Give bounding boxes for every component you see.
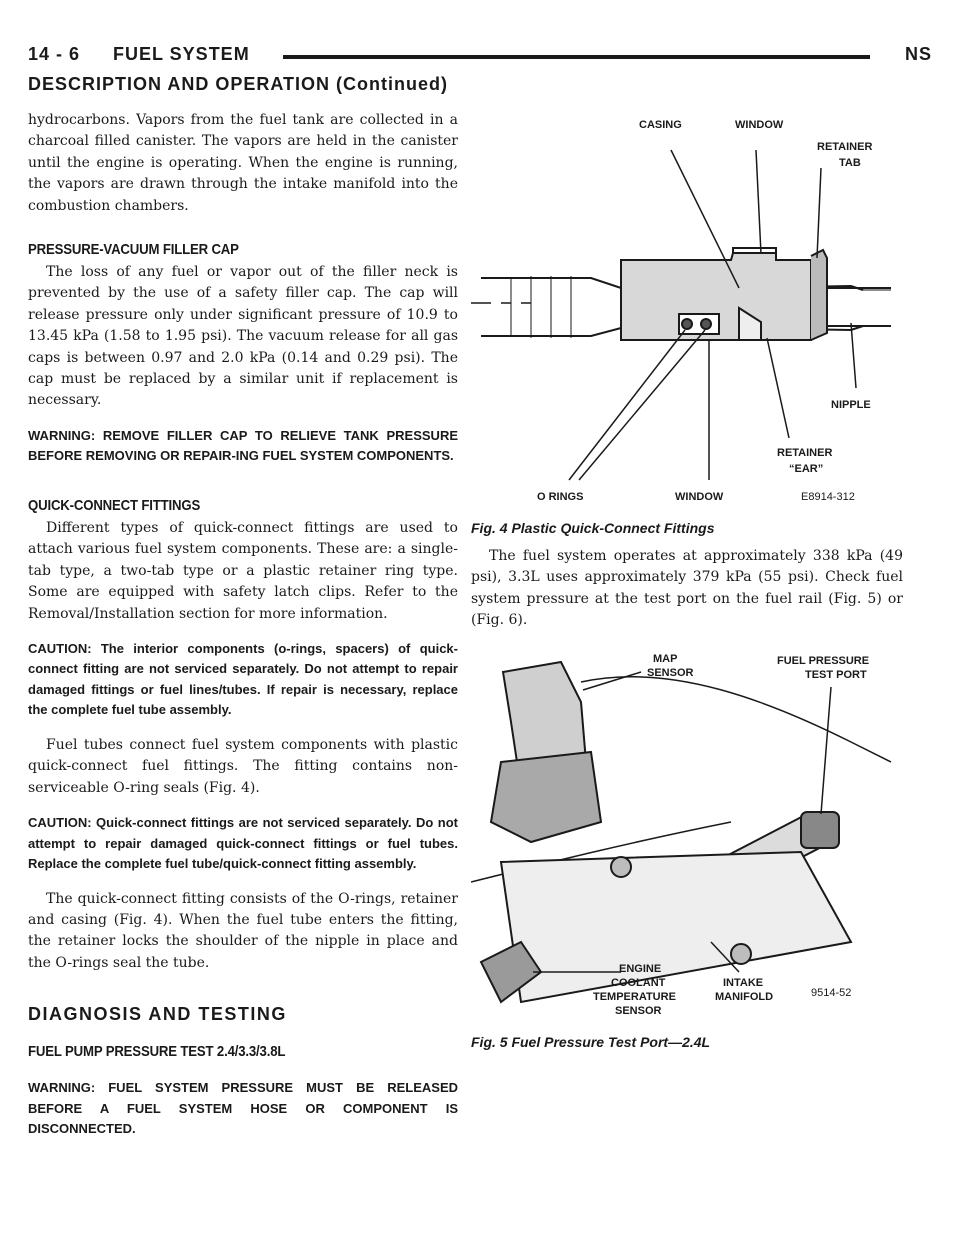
figure-5-caption: Fig. 5 Fuel Pressure Test Port—2.4L <box>471 1033 711 1050</box>
filler-cap-paragraph: The loss of any fuel or vapor out of the filler neck is prevented by the use of a safety filler cap. The cap will release pressure only under significant pressure of 10.9 to 13.45 kPa (1.58 to 1.95 psi). The vacuum release for all gas caps is between 0.97 and 2.0 kPa (0.14 and 0.29 psi). The cap must be replaced by a similar unit if replacement is necessary. <box>28 264 458 409</box>
label-retainer-tab-1: RETAINER <box>817 141 873 153</box>
figure-5 <box>471 642 903 1050</box>
right-column <box>471 108 903 1050</box>
label-retainer-ear-1: RETAINER <box>777 447 833 459</box>
filler-cap-warning: WARNING: REMOVE FILLER CAP TO RELIEVE TANK PRESSURE BEFORE REMOVING OR REPAIR-ING FUEL SYSTEM COMPONENTS. <box>28 427 458 464</box>
caution-not-serviced: CAUTION: Quick-connect fittings are not serviced separately. Do not attempt to repair damaged quick-connect fittings or fuel tubes. Replace the complete fuel tube/quick-connect fitting assembly. <box>28 815 458 872</box>
label-nipple: NIPPLE <box>831 399 871 411</box>
pressure-warning: WARNING: FUEL SYSTEM PRESSURE MUST BE RELEASED BEFORE A FUEL SYSTEM HOSE OR COMPONENT IS DISCONNECTED. <box>28 1080 458 1137</box>
label-intake-2: MANIFOLD <box>715 990 774 1003</box>
figure-4-caption: Fig. 4 Plastic Quick-Connect Fittings <box>471 520 715 536</box>
figure-code: 9514-52 <box>811 986 852 999</box>
label-o-rings: O RINGS <box>537 491 584 503</box>
page-header <box>28 44 932 76</box>
label-map-1: MAP <box>653 652 678 665</box>
figure-code: E8914-312 <box>801 491 855 503</box>
label-ect-2: COOLANT <box>611 976 666 989</box>
model-code: NS <box>904 44 932 64</box>
label-window-bottom: WINDOW <box>675 491 724 503</box>
label-ect-4: SENSOR <box>615 1004 662 1017</box>
pump-pressure-heading: FUEL PUMP PRESSURE TEST 2.4/3.3/3.8L <box>28 1043 286 1061</box>
intro-paragraph: hydrocarbons. Vapors from the fuel tank are collected in a charcoal filled canister. The vapors are held in the canister until the engine is operating. When the engine is running, the vapors are drawn through the intake manifold into the combustion chambers. <box>28 112 458 214</box>
filler-cap-heading: PRESSURE-VACUUM FILLER CAP <box>28 241 239 259</box>
quick-connect-heading: QUICK-CONNECT FITTINGS <box>28 496 201 514</box>
left-column <box>28 110 458 1140</box>
label-intake-1: INTAKE <box>723 976 764 989</box>
fuel-tubes-paragraph: Fuel tubes connect fuel system components with plastic quick-connect fuel fittings. The fitting contains non-serviceable O-ring seals (Fig. 4). <box>28 736 458 796</box>
fuel-pressure-test-port-illustration <box>471 642 903 1032</box>
fitting-consists-paragraph: The quick-connect fitting consists of the O-rings, retainer and casing (Fig. 4). When the fuel tube enters the fitting, the retainer locks the shoulder of the nipple in place and the O-rings seal the tube. <box>28 890 458 971</box>
label-ect-3: TEMPERATURE <box>593 990 676 1003</box>
continued-title: DESCRIPTION AND OPERATION (Continued) <box>28 74 448 94</box>
label-retainer-tab-2: TAB <box>839 157 861 169</box>
label-test-port-1: FUEL PRESSURE <box>777 654 870 667</box>
header-rule <box>283 55 870 59</box>
figure-4 <box>471 108 903 536</box>
label-map-2: SENSOR <box>647 666 694 679</box>
quick-connect-fitting-illustration <box>471 108 903 518</box>
fuel-system-pressure-paragraph: The fuel system operates at approximately 338 kPa (49 psi), 3.3L uses approximately 379 kPa (55 psi). Check fuel system pressure at the test port on the fuel rail (Fig. 5) or (Fig. 6). <box>471 548 903 629</box>
label-test-port-2: TEST PORT <box>805 668 867 681</box>
caution-interior-components: CAUTION: The interior components (o-rings, spacers) of quick-connect fitting are not serviced separately. Do not attempt to repair damaged fittings or fuel lines/tubes. If repair is necessary, replace the complete fuel tube assembly. <box>28 640 458 718</box>
diagnosis-testing-heading: DIAGNOSIS AND TESTING <box>28 1004 287 1025</box>
quick-connect-paragraph: Different types of quick-connect fittings are used to attach various fuel system components. These are: a single-tab type, a two-tab type or a plastic retainer ring type. Some are equipped with safety latch clips. Refer to the Removal/Installation section for more information. <box>28 519 458 622</box>
label-window-top: WINDOW <box>735 119 784 131</box>
label-ect-1: ENGINE <box>619 962 662 975</box>
label-casing: CASING <box>639 119 682 131</box>
section-title: FUEL SYSTEM <box>113 44 250 64</box>
label-retainer-ear-2: “EAR” <box>789 463 824 475</box>
page-number: 14 - 6 <box>28 44 81 64</box>
